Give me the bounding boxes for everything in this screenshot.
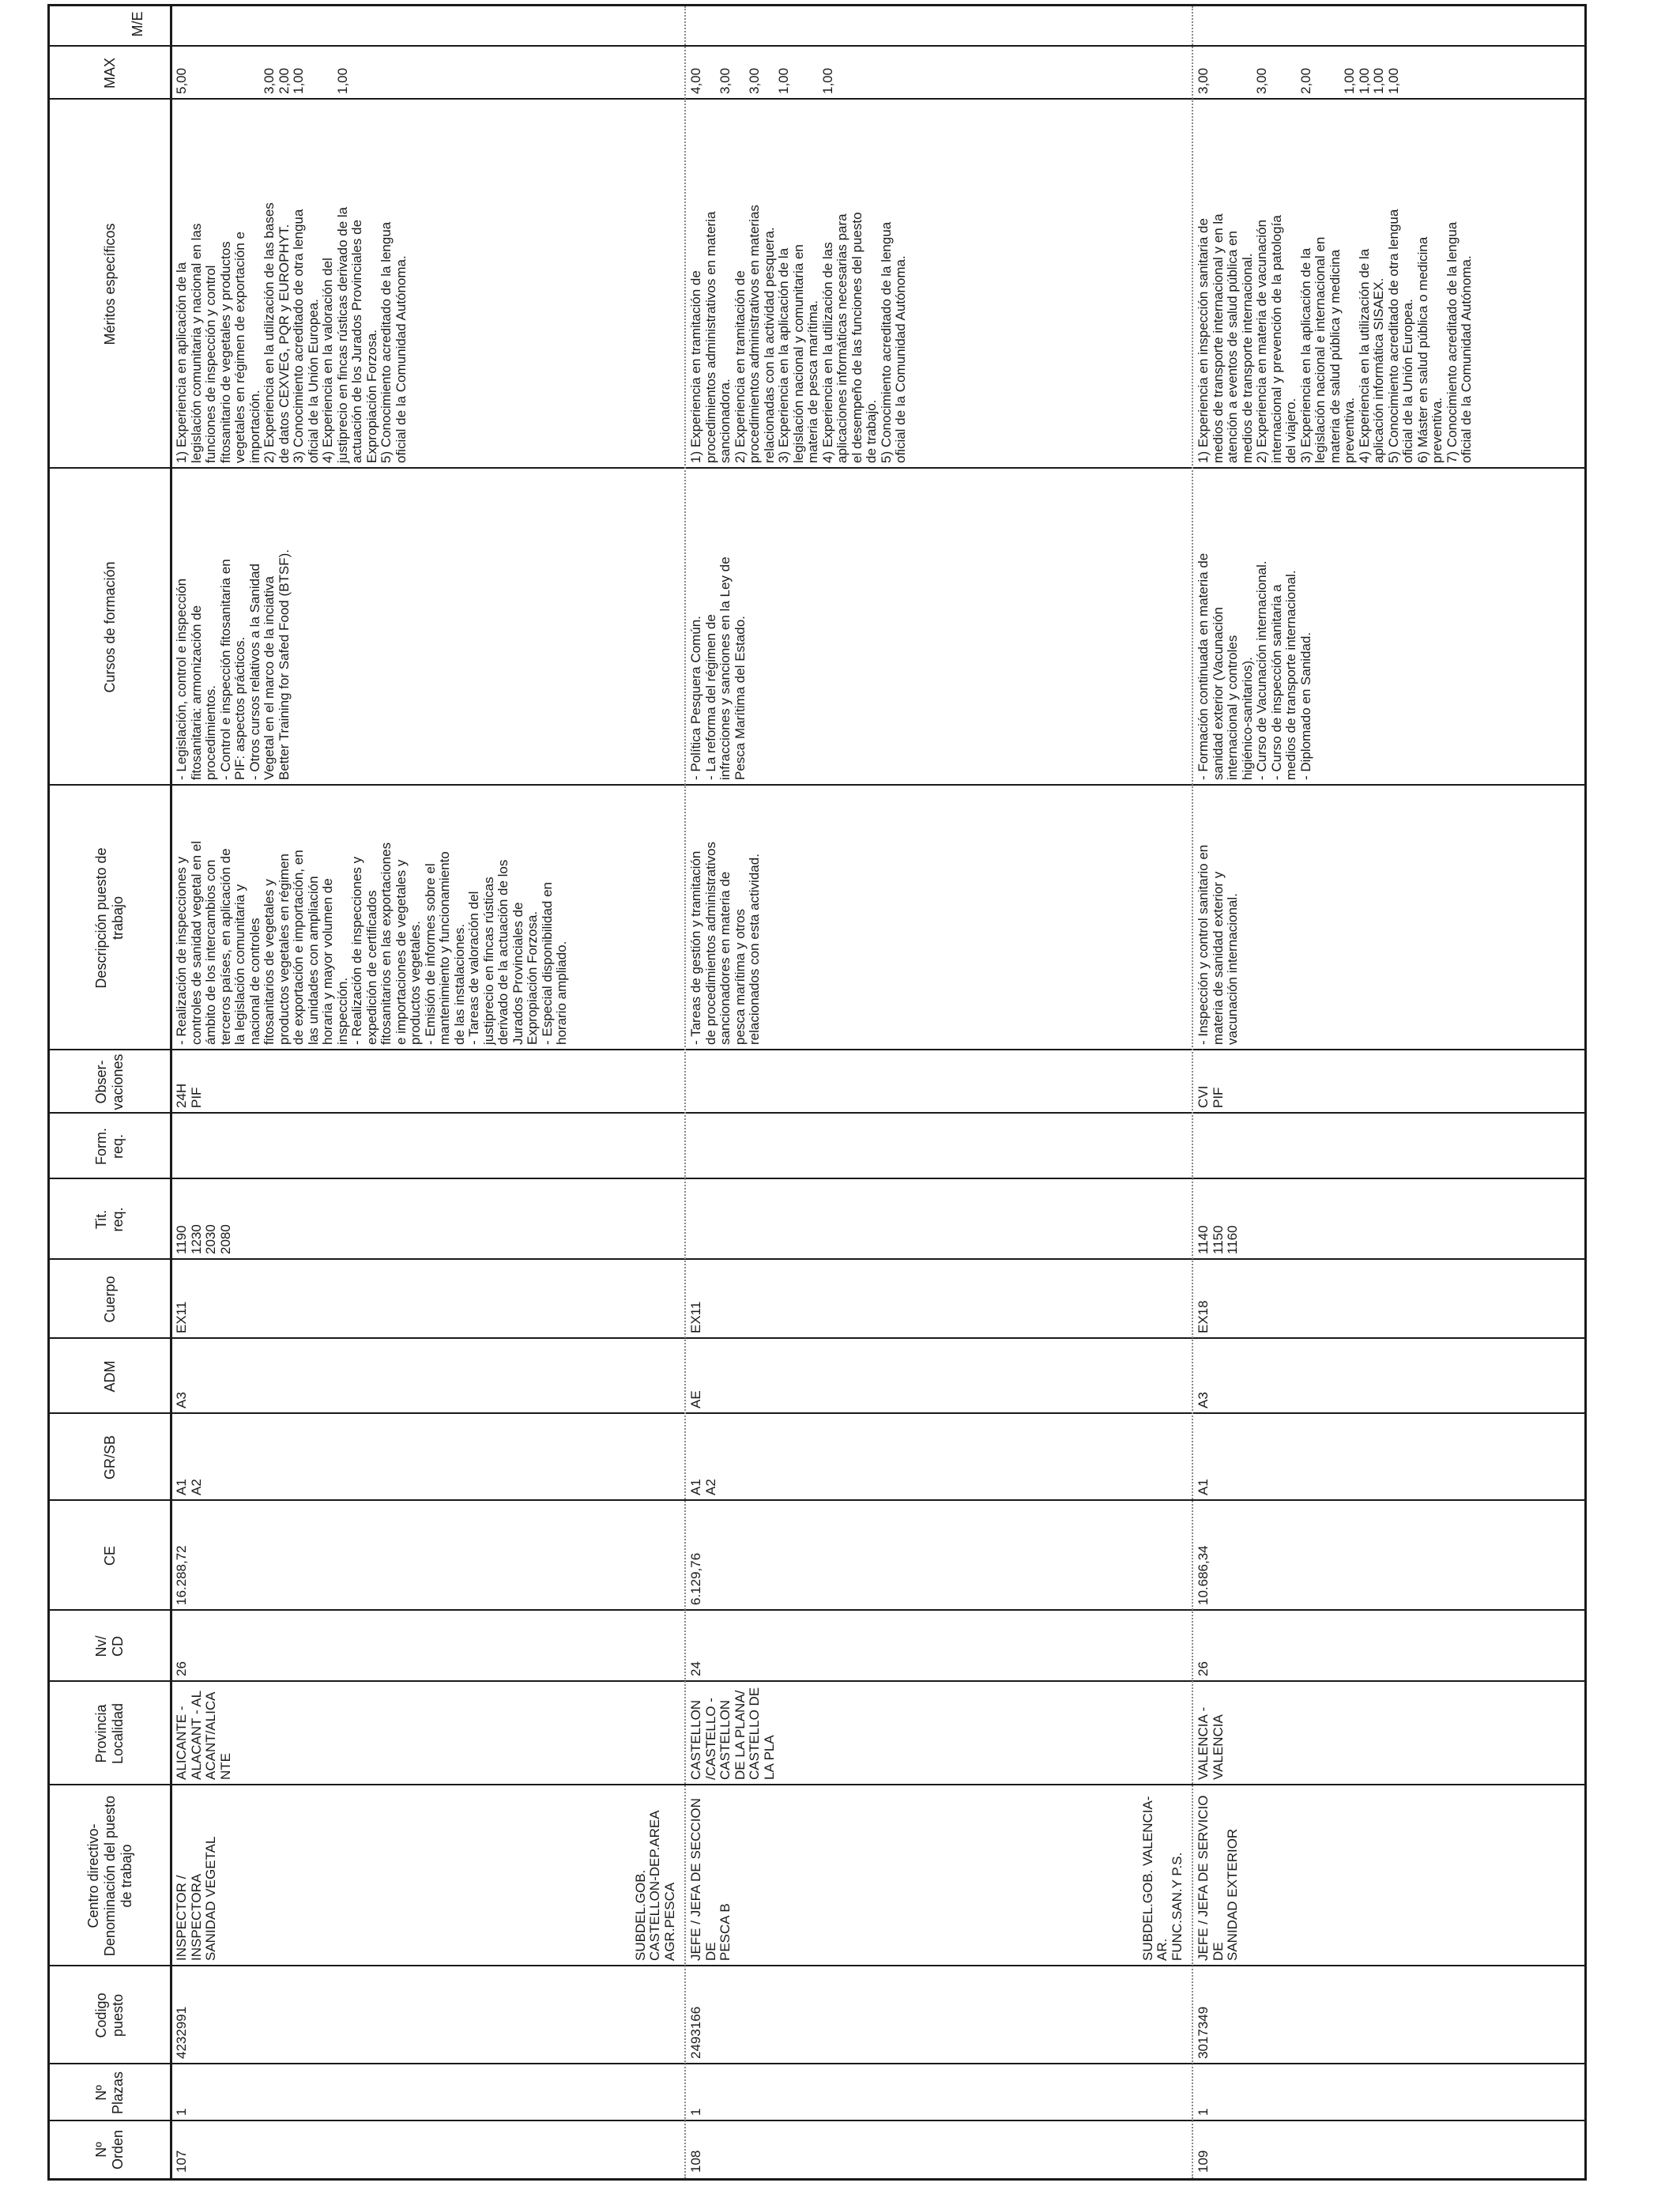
- column-header-observaciones: Obser- vaciones: [93, 1054, 126, 1110]
- cell-descripcion: - Inspección y control sanitario en materia de sanidad exterior y vacunación internacional.: [1196, 844, 1240, 1045]
- cell-nivel: 26: [1196, 1661, 1211, 1676]
- column-header-formacion: Form. req.: [93, 1128, 126, 1165]
- cell-nivel: 26: [174, 1661, 189, 1676]
- cell-cuerpo: EX11: [688, 1301, 703, 1333]
- cell-ce: 6.129,76: [688, 1552, 703, 1605]
- column-header-codigo: Codigo puesto: [93, 1992, 126, 2038]
- cell-provincia: ALICANTE - ALACANT - AL ACANT/ALICA NTE: [174, 1690, 233, 1780]
- cell-codigo: 2493166: [688, 2006, 703, 2059]
- column-header-titulacion: Tit. req.: [93, 1207, 126, 1232]
- column-header-provincia: Provincia Localidad: [93, 1702, 126, 1765]
- cell-cursos: - Formación continuada en materia de sanidad exterior (Vacunación internacional y controles higiénico-sanitarios). - Curso de Vacunación internacional. - Curso de inspección sanitaria a medios de transporte internacional. - Diplomado en Sanidad.: [1196, 552, 1313, 780]
- cell-ce: 10.686,34: [1196, 1545, 1211, 1605]
- cell-adm: AE: [688, 1390, 703, 1408]
- column-divider: [50, 2120, 1584, 2121]
- cell-plazas: 1: [688, 2108, 703, 2116]
- cell-provincia: VALENCIA - VALENCIA: [1196, 1706, 1226, 1780]
- column-divider: [50, 1609, 1584, 1611]
- cell-plazas: 1: [174, 2108, 189, 2116]
- column-divider: [50, 1499, 1584, 1501]
- cell-grupo: A1 A2: [174, 1479, 204, 1495]
- cell-descripcion: - Realización de inspecciones y controles de sanidad vegetal en el ámbito de los intercambios con terceros países, en aplicación de la legislación comunitaria y nacional de controles fitosanitarios de vegetales y productos vegetales en régimen de exportación e importación, en las unidades con ampliación horaria y mayor volumen de inspección. - Realización de inspecciones y expedición de certificados fitosanitarios en las exportaciones e importaciones de vegetales y productos vegetales. - Emisión de informes sobre el mantenimiento y funcionamiento de las instalaciones. - Tareas de valoración del justiprecio en fincas rústicas derivado de la actuación de los Jurados Provinciales de Expropiación Forzosa. - Especial disponibilidad en horario ampliado.: [174, 840, 569, 1045]
- column-divider: [50, 1965, 1584, 1966]
- cell-max: 5,00 3,00 2,00 1,00 1,00: [174, 67, 350, 94]
- cell-cursos: - Política Pesquera Común. - La reforma del régimen de infracciones y sanciones en la Ley de Pesca Marítima del Estado.: [688, 556, 748, 780]
- cell-adm: A3: [174, 1392, 189, 1408]
- column-header-meritos: Méritos específicos: [101, 223, 118, 345]
- table-grid: [47, 4, 1587, 2181]
- cell-grupo: A1 A2: [688, 1479, 718, 1495]
- column-divider: [50, 2063, 1584, 2064]
- job-positions-table: [47, 4, 1587, 2181]
- column-header-adm: ADM: [101, 1360, 118, 1393]
- cell-max: 4,00 3,00 3,00 1,00 1,00: [688, 67, 835, 94]
- column-divider: [50, 1258, 1584, 1260]
- cell-orden: 108: [688, 2150, 703, 2173]
- cell-puesto: JEFE / JEFA DE SERVICIO DE SANIDAD EXTERIOR: [1196, 1795, 1240, 1961]
- column-header-descripcion: Descripción puesto de trabajo: [93, 847, 126, 989]
- cell-puesto: INSPECTOR / INSPECTORA SANIDAD VEGETAL: [174, 1836, 218, 1961]
- cell-ce: 16.288,72: [174, 1545, 189, 1605]
- cell-centro-directivo: SUBDEL.GOB. VALENCIA-AR. FUNC.SAN.Y P.S.: [1139, 1796, 1185, 1961]
- column-divider: [50, 1178, 1584, 1179]
- cell-centro-directivo: SUBDEL.GOB. CASTELLON-DEP.AREA AGR.PESCA: [632, 1810, 677, 1961]
- column-header-cursos: Cursos de formación: [101, 561, 118, 693]
- cell-cursos: - Legislación, control e inspección fitosanitaria: armonización de procedimientos. - Control e inspección fitosanitaria en PIF: aspectos prácticos. - Otros cursos relativos a la Sanidad Vegetal en el marco de la inciativa Better Training for Safed Food (BTSF).: [174, 549, 292, 780]
- cell-max: 3,00 3,00 2,00 1,00 1,00 1,00 1,00: [1196, 67, 1401, 94]
- column-header-max: MAX: [101, 58, 118, 89]
- column-header-n-plazas: Nº Plazas: [93, 2071, 126, 2115]
- column-header-centro: Centro directivo- Denominación del puesto de trabajo: [85, 1795, 134, 1957]
- cell-puesto: JEFE / JEFA DE SECCION DE PESCA B: [688, 1798, 733, 1961]
- column-header-cuerpo: Cuerpo: [101, 1276, 118, 1323]
- column-divider: [50, 1784, 1584, 1785]
- column-header-ce: CE: [101, 1546, 118, 1566]
- cell-codigo: 4232991: [174, 2006, 189, 2059]
- cell-orden: 107: [174, 2150, 189, 2173]
- cell-meritos: 1) Experiencia en inspección sanitaria de medios de transporte internacional y en la atención a eventos de salud pública en medios de transporte internacional. 2) Experiencia en materia de vacunación internacional y prevención de la patología del viajero. 3) Experiencia en la aplicación de la legislación nacional e internacional en materia de salud pública y medicina preventiva. 4) Experiencia en la utilización de la aplicación informática SISAEX. 5) Conocimiento acreditado de otra lengua oficial de la Unión Europea. 6) Máster en salud pública o medicina preventiva. 7) Conocimiento acreditado de la lengua oficial de la Comunidad Autónoma.: [1196, 209, 1474, 463]
- cell-grupo: A1: [1196, 1479, 1211, 1495]
- cell-observaciones: 24H PIF: [174, 1083, 204, 1108]
- cell-titulacion: 1140 1150 1160: [1196, 1225, 1240, 1254]
- cell-titulacion: 1190 1230 2030 2080: [174, 1224, 233, 1254]
- cell-adm: A3: [1196, 1392, 1211, 1408]
- column-divider: [50, 1337, 1584, 1339]
- cell-observaciones: CVI PIF: [1196, 1085, 1226, 1108]
- cell-meritos: 1) Experiencia en aplicación de la legislación comunitaria y nacional en las funciones de inspección y control fitosanitario de vegetales y productos vegetales en régimen de exportación e importación. 2) Experiencia en la utilización de las bases de datos CEXVEG, PQR y EUROPHYT. 3) Conocimiento acreditado de otra lengua oficial de la Unión Europea. 4) Experiencia en la valoración del justiprecio en fincas rústicas derivado de la actuación de los Jurados Provinciales de Expropiación Forzosa. 5) Conocimiento acreditado de la lengua oficial de la Comunidad Autónoma.: [174, 202, 409, 463]
- cell-cuerpo: EX11: [174, 1301, 189, 1333]
- column-header-grupo: GR/SB: [101, 1435, 118, 1480]
- row-separator: [684, 6, 686, 2178]
- cell-codigo: 3017349: [1196, 2006, 1211, 2059]
- cell-meritos: 1) Experiencia en tramitación de procedimientos administrativos en materia sancionadora. 2) Experiencia en tramitación de procedimientos administrativos en materias relacionadas con la actividad pesquera. 3) Experiencia en la aplicación de la legislación nacional y comunitaria en materia de pesca marítima. 4) Experiencia en la utilización de las aplicaciones informáticas necesarias para el desempeño de las funciones del puesto de trabajo. 5) Conocimiento acreditado de la lengua oficial de la Comunidad Autónoma.: [688, 205, 908, 463]
- column-header-n-orden: Nº Orden: [93, 2129, 126, 2170]
- column-header-me: M/E: [130, 11, 145, 37]
- row-separator: [1192, 6, 1193, 2178]
- column-divider: [50, 1680, 1584, 1682]
- cell-provincia: CASTELLON /CASTELLO - CASTELLON DE LA PLANA/ CASTELLO DE LA PLA: [688, 1687, 777, 1780]
- cell-cuerpo: EX18: [1196, 1300, 1211, 1333]
- column-divider: [50, 1412, 1584, 1414]
- cell-plazas: 1: [1196, 2108, 1211, 2116]
- column-divider: [50, 1112, 1584, 1114]
- cell-orden: 109: [1196, 2150, 1211, 2173]
- cell-descripcion: - Tareas de gestión y tramitación de procedimientos administrativos sancionadores en materia de pesca marítima y otros relacionados con esta actividad.: [688, 841, 762, 1045]
- cell-nivel: 24: [688, 1661, 703, 1676]
- column-header-nivel: Nv/ CD: [93, 1635, 126, 1657]
- header-divider: [170, 6, 172, 2178]
